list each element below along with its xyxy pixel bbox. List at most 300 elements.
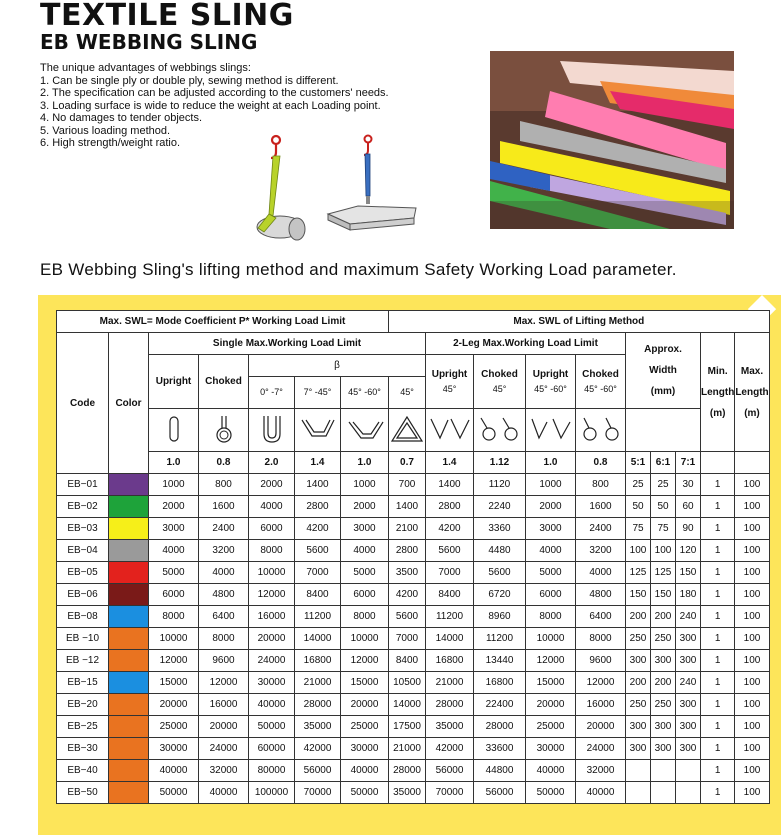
table-row [57,584,770,606]
swl-cell: 28000 [426,694,474,716]
swl-cell: 3200 [199,540,249,562]
swl-cell: 8400 [426,584,474,606]
swl-cell: 1000 [341,474,389,496]
swl-cell: 6000 [149,584,199,606]
width-cell [651,760,676,782]
swl-cell: 6400 [199,606,249,628]
swl-cell: 12000 [526,650,576,672]
width-cell: 250 [626,694,651,716]
max-unit-label: (m) [744,407,760,419]
min-unit-label: (m) [709,407,726,419]
swl-cell: 40000 [199,782,249,804]
color-swatch [109,672,149,694]
max-length-cell: 100 [735,496,769,518]
swl-cell: 1400 [426,474,474,496]
max-label: Max. [740,365,764,377]
code-cell: EB−06 [57,584,109,606]
table-row [57,760,770,782]
width-cell: 250 [651,694,676,716]
swl-cell: 10000 [341,628,389,650]
swl-cell: 8400 [295,584,341,606]
approx-label: Approx. [644,344,682,355]
swl-cell: 3000 [149,518,199,540]
width-cell: 300 [626,716,651,738]
swl-cell: 5000 [149,562,199,584]
ratio-5-1: 5:1 [626,452,651,474]
swl-cell: 2000 [341,496,389,518]
max-length-cell: 100 [735,672,769,694]
swl-cell: 40000 [249,694,295,716]
swl-cell: 2000 [526,496,576,518]
advantage-item: 5. Various loading method. [40,124,171,137]
swl-cell: 50000 [249,716,295,738]
width-cell: 300 [676,694,701,716]
swl-cell: 28000 [295,694,341,716]
swl-cell: 8000 [576,628,626,650]
coef-45-60: 1.0 [341,452,389,474]
swl-cell: 56000 [426,760,474,782]
min-length-cell: 1 [701,628,735,650]
swl-cell: 20000 [249,628,295,650]
swl-cell: 4000 [199,562,249,584]
sling-usage-illustration [250,132,430,247]
swl-cell: 14000 [295,628,341,650]
width-cell: 240 [676,672,701,694]
swl-cell: 1400 [295,474,341,496]
width-cell: 200 [651,672,676,694]
swl-cell: 8000 [526,606,576,628]
swl-formula: Max. SWL= Mode Coefficient P* Working Load Limit [57,311,389,333]
swl-cell: 5000 [526,562,576,584]
upright4560-angle: 45° -60° [534,383,567,394]
min-length-label: Length [701,386,735,398]
swl-cell: 60000 [249,738,295,760]
max-length-label: Length [735,386,769,398]
swl-cell: 30000 [149,738,199,760]
choked-icon [199,409,249,452]
code-cell: EB−04 [57,540,109,562]
swl-cell: 16800 [474,672,526,694]
basket-vertical-icon [249,409,295,452]
swl-cell: 5000 [341,562,389,584]
swl-cell: 4800 [199,584,249,606]
swl-cell: 6000 [249,518,295,540]
width-cell: 125 [626,562,651,584]
width-cell: 250 [651,628,676,650]
swl-cell: 28000 [389,760,426,782]
swl-cell: 32000 [576,760,626,782]
width-cell [676,760,701,782]
swl-cell: 50000 [341,782,389,804]
code-cell: EB−05 [57,562,109,584]
width-cell: 75 [626,518,651,540]
swl-cell: 40000 [149,760,199,782]
swl-cell: 56000 [474,782,526,804]
advantage-item: 3. Loading surface is wide to reduce the weight at each Loading point. [40,99,381,112]
swl-cell: 16800 [295,650,341,672]
width-cell: 150 [651,584,676,606]
swl-cell: 40000 [341,760,389,782]
swl-cell: 42000 [295,738,341,760]
swl-cell: 5600 [295,540,341,562]
min-length-cell: 1 [701,694,735,716]
color-swatch [109,760,149,782]
coef-upright4560: 1.0 [526,452,576,474]
advantage-item: 6. High strength/weight ratio. [40,137,181,149]
color-swatch [109,518,149,540]
swl-cell: 100000 [249,782,295,804]
swl-cell: 30000 [249,672,295,694]
max-length-cell: 100 [735,738,769,760]
width-cell: 300 [626,650,651,672]
swl-cell: 40000 [576,782,626,804]
color-swatch [109,694,149,716]
width-cell: 90 [676,518,701,540]
swl-cell: 11200 [474,628,526,650]
width-cell: 200 [626,606,651,628]
swl-cell: 12000 [199,672,249,694]
swl-cell: 30000 [341,738,389,760]
width-cell: 300 [676,650,701,672]
table-row [57,694,770,716]
upright45-angle: 45° [442,383,457,394]
method-header: Max. SWL of Lifting Method [389,311,770,333]
max-length-cell: 100 [735,650,769,672]
color-swatch [109,562,149,584]
swl-cell: 44800 [474,760,526,782]
width-cell: 60 [676,496,701,518]
swl-cell: 35000 [389,782,426,804]
width-cell [676,782,701,804]
max-length-cell: 100 [735,562,769,584]
swl-cell: 3500 [389,562,426,584]
swl-cell: 4200 [295,518,341,540]
swl-cell: 25000 [149,716,199,738]
max-length-cell: 100 [735,782,769,804]
swl-cell: 3000 [341,518,389,540]
swl-cell: 2400 [576,518,626,540]
width-cell: 125 [651,562,676,584]
swl-cell: 28000 [474,716,526,738]
width-cell: 300 [676,738,701,760]
swl-cell: 30000 [526,738,576,760]
color-swatch [109,606,149,628]
table-row [57,606,770,628]
swl-cell: 12000 [576,672,626,694]
swl-cell: 17500 [389,716,426,738]
swl-cell: 9600 [576,650,626,672]
coef-45: 0.7 [389,452,426,474]
swl-cell: 24000 [576,738,626,760]
page-subtitle: EB WEBBING SLING [40,30,258,54]
swl-cell: 2240 [474,496,526,518]
width-cell: 120 [676,540,701,562]
coef-7-45: 1.4 [295,452,341,474]
swl-cell: 5600 [426,540,474,562]
swl-cell: 10000 [149,628,199,650]
swl-cell: 5600 [389,606,426,628]
ratio-6-1: 6:1 [651,452,676,474]
swl-cell: 14000 [426,628,474,650]
swl-cell: 4000 [576,562,626,584]
swl-cell: 16800 [426,650,474,672]
swl-cell: 70000 [426,782,474,804]
swl-cell: 11200 [426,606,474,628]
coef-0-7: 2.0 [249,452,295,474]
color-swatch [109,650,149,672]
swl-cell: 24000 [249,650,295,672]
swl-cell: 1600 [199,496,249,518]
swl-cell: 6400 [576,606,626,628]
swl-cell: 1000 [526,474,576,496]
swl-cell: 2800 [389,540,426,562]
min-length-cell: 1 [701,584,735,606]
swl-cell: 9600 [199,650,249,672]
code-cell: EB−01 [57,474,109,496]
coef-upright: 1.0 [149,452,199,474]
swl-cell: 22400 [474,694,526,716]
code-cell: EB −12 [57,650,109,672]
swl-cell: 12000 [149,650,199,672]
code-cell: EB−25 [57,716,109,738]
swl-cell: 21000 [426,672,474,694]
swl-cell: 4480 [474,540,526,562]
width-cell: 50 [651,496,676,518]
max-length-cell: 100 [735,716,769,738]
swl-cell: 1400 [389,496,426,518]
swl-cell: 50000 [149,782,199,804]
color-swatch [109,496,149,518]
ratio-7-1: 7:1 [676,452,701,474]
width-cell: 240 [676,606,701,628]
max-length-cell: 100 [735,606,769,628]
width-cell: 250 [626,628,651,650]
swl-cell: 35000 [295,716,341,738]
swl-cell: 1000 [149,474,199,496]
color-swatch [109,474,149,496]
width-cell: 300 [651,650,676,672]
table-row [57,562,770,584]
swl-cell: 7000 [389,628,426,650]
code-cell: EB−15 [57,672,109,694]
color-swatch [109,782,149,804]
single-leg-header: Single Max.Working Load Limit [149,333,426,355]
max-length-cell: 100 [735,628,769,650]
width-cell: 25 [651,474,676,496]
choked4560-angle: 45° -60° [584,383,617,394]
table-row [57,782,770,804]
color-swatch [109,738,149,760]
table-row [57,496,770,518]
coef-upright45: 1.4 [426,452,474,474]
swl-cell: 2000 [249,474,295,496]
width-cell: 150 [626,584,651,606]
width-cell: 300 [651,716,676,738]
swl-cell: 4800 [576,584,626,606]
color-swatch [109,540,149,562]
swl-cell: 10500 [389,672,426,694]
table-row [57,628,770,650]
angle-7-45: 7° -45° [295,377,341,409]
color-header: Color [109,333,149,474]
min-length-cell: 1 [701,782,735,804]
width-cell: 150 [676,562,701,584]
upright4560-header: Upright [532,368,569,380]
table-section-title: EB Webbing Sling's lifting method and maximum Safety Working Load parameter. [40,260,677,279]
swl-cell: 6000 [341,584,389,606]
coef-choked: 0.8 [199,452,249,474]
advantage-item: 1. Can be single ply or double ply, sewing method is different. [40,74,339,87]
width-cell [651,782,676,804]
min-length-cell: 1 [701,716,735,738]
table-row [57,716,770,738]
code-cell: EB−03 [57,518,109,540]
table-row [57,738,770,760]
swl-cell: 7000 [295,562,341,584]
swl-cell: 56000 [295,760,341,782]
swl-cell: 4000 [149,540,199,562]
width-label: Width [649,365,677,376]
width-cell: 300 [676,716,701,738]
swl-cell: 20000 [149,694,199,716]
swl-cell: 2100 [389,518,426,540]
swl-cell: 4000 [526,540,576,562]
swl-cell: 33600 [474,738,526,760]
table-row [57,672,770,694]
code-cell: EB −10 [57,628,109,650]
min-length-cell: 1 [701,672,735,694]
swl-cell: 10000 [249,562,295,584]
swl-cell: 6720 [474,584,526,606]
two-leg-choked-45-icon [474,409,526,452]
webbing-slings-photo [490,51,734,229]
swl-cell: 24000 [199,738,249,760]
code-cell: EB−40 [57,760,109,782]
swl-cell: 11200 [295,606,341,628]
code-cell: EB−50 [57,782,109,804]
code-cell: EB−08 [57,606,109,628]
swl-cell: 16000 [576,694,626,716]
min-length-cell: 1 [701,606,735,628]
angle-45: 45° [389,377,426,409]
code-cell: EB−30 [57,738,109,760]
swl-cell: 16000 [249,606,295,628]
table-row [57,540,770,562]
swl-cell: 4200 [389,584,426,606]
width-cell: 50 [626,496,651,518]
min-length-cell: 1 [701,518,735,540]
swl-cell: 15000 [341,672,389,694]
swl-cell: 80000 [249,760,295,782]
upright-header: Upright [149,355,199,409]
code-header: Code [57,333,109,474]
swl-cell: 3360 [474,518,526,540]
choked45-header: Choked [481,368,518,380]
width-cell: 180 [676,584,701,606]
beta-header: β [249,355,426,377]
swl-cell: 20000 [199,716,249,738]
swl-cell: 2400 [199,518,249,540]
swl-cell: 35000 [426,716,474,738]
choked-header: Choked [199,355,249,409]
upright45-header: Upright [431,368,468,380]
swl-cell: 70000 [295,782,341,804]
max-length-cell: 100 [735,584,769,606]
swl-cell: 8000 [341,606,389,628]
basket-45-icon [389,409,426,452]
min-length-cell: 1 [701,650,735,672]
table-row [57,650,770,672]
width-cell: 200 [626,672,651,694]
swl-cell: 20000 [341,694,389,716]
advantages-intro: The unique advantages of webbings slings: [40,62,251,74]
swl-cell: 700 [389,474,426,496]
swl-cell: 8960 [474,606,526,628]
angle-0-7: 0° -7° [249,377,295,409]
max-length-cell: 100 [735,540,769,562]
swl-cell: 40000 [526,760,576,782]
width-cell: 100 [651,540,676,562]
swl-cell: 4000 [249,496,295,518]
min-length-cell: 1 [701,760,735,782]
swl-cell: 15000 [149,672,199,694]
max-length-cell: 100 [735,694,769,716]
page-title: TEXTILE SLING [40,0,294,33]
coef-choked4560: 0.8 [576,452,626,474]
swl-cell: 12000 [341,650,389,672]
width-cell: 300 [626,738,651,760]
max-length-cell: 100 [735,760,769,782]
swl-cell: 25000 [341,716,389,738]
min-length-cell: 1 [701,496,735,518]
choked4560-header: Choked [582,368,619,380]
swl-cell: 8000 [149,606,199,628]
swl-cell: 16000 [199,694,249,716]
swl-cell: 13440 [474,650,526,672]
swl-cell: 2800 [426,496,474,518]
table-row [57,474,770,496]
swl-cell: 3200 [576,540,626,562]
angle-45-60: 45° -60° [341,377,389,409]
width-cell: 100 [626,540,651,562]
width-cell: 300 [651,738,676,760]
swl-cell: 2000 [149,496,199,518]
swl-cell: 6000 [526,584,576,606]
swl-cell: 42000 [426,738,474,760]
coef-choked45: 1.12 [474,452,526,474]
swl-cell: 8000 [199,628,249,650]
max-length-cell: 100 [735,474,769,496]
mm-label: (mm) [650,386,676,397]
swl-cell: 7000 [426,562,474,584]
width-cell: 30 [676,474,701,496]
code-cell: EB−20 [57,694,109,716]
swl-cell: 50000 [526,782,576,804]
swl-cell: 4000 [341,540,389,562]
swl-cell: 21000 [295,672,341,694]
two-leg-upright-4560-icon [526,409,576,452]
swl-cell: 3000 [526,518,576,540]
swl-cell: 32000 [199,760,249,782]
plate-sling-illustration [328,136,416,231]
swl-cell: 800 [199,474,249,496]
swl-cell: 8400 [389,650,426,672]
basket-7-45-icon [295,409,341,452]
swl-cell: 10000 [526,628,576,650]
min-length-cell: 1 [701,540,735,562]
swl-cell: 1120 [474,474,526,496]
swl-cell: 20000 [576,716,626,738]
